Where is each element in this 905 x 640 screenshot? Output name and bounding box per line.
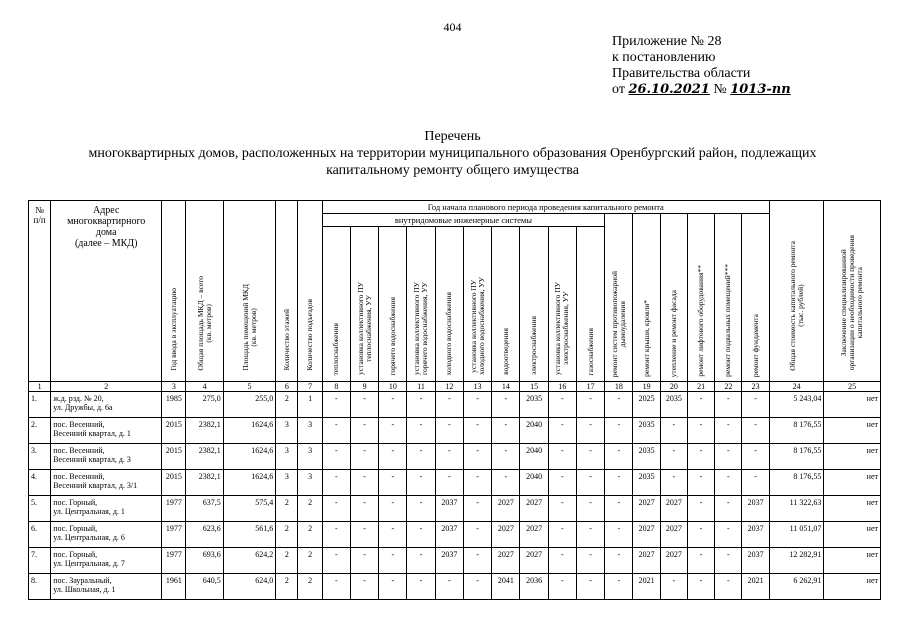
floors-cell: 3 (276, 444, 298, 470)
work-year-cell: 2027 (660, 496, 687, 522)
work-year-cell: - (463, 522, 491, 548)
col-num: 9 (350, 382, 378, 392)
work-year-cell: - (605, 418, 633, 444)
entrances-cell: 2 (298, 496, 322, 522)
table-row (29, 418, 881, 444)
header-cost: Общая стоимость капитального ремонта (тыс. рублей) (769, 201, 824, 382)
work-year-cell: - (687, 522, 714, 548)
work-year-cell: - (322, 470, 350, 496)
col-num: 16 (548, 382, 576, 392)
cost-cell: 8 176,55 (769, 470, 824, 496)
total-area-cell: 637,5 (186, 496, 223, 522)
header-facade: утепление и ремонт фасада (660, 214, 687, 382)
appendix-line-4 (612, 82, 791, 98)
col-num: 24 (769, 382, 824, 392)
appendix-block (612, 34, 791, 98)
header-fire-systems: ремонт систем противопожарной дымоудаления (605, 214, 633, 382)
work-year-cell: - (605, 470, 633, 496)
work-year-cell: - (715, 574, 742, 600)
work-year-cell: - (687, 392, 714, 418)
work-year-cell: - (322, 574, 350, 600)
conclusion-cell: нет (824, 496, 881, 522)
work-year-cell: - (660, 418, 687, 444)
resolution-date: 26.10.2021 (628, 82, 710, 97)
col-num: 7 (298, 382, 322, 392)
work-year-cell: - (350, 392, 378, 418)
appendix-prefix: от (612, 82, 625, 97)
work-year-cell: - (350, 496, 378, 522)
work-year-cell: - (492, 418, 520, 444)
work-year-cell: - (463, 574, 491, 600)
col-num: 23 (742, 382, 769, 392)
table-row (29, 444, 881, 470)
work-year-cell: - (463, 444, 491, 470)
work-year-cell: - (350, 548, 378, 574)
work-year-cell: - (350, 418, 378, 444)
work-year-cell: - (576, 522, 604, 548)
col-num: 2 (51, 382, 162, 392)
col-num: 1 (29, 382, 51, 392)
work-year-cell: - (687, 548, 714, 574)
year-built-cell: 2015 (162, 418, 186, 444)
conclusion-cell: нет (824, 444, 881, 470)
total-area-cell: 640,5 (186, 574, 223, 600)
work-year-cell: - (350, 574, 378, 600)
work-year-cell: - (576, 548, 604, 574)
work-year-cell: - (463, 418, 491, 444)
work-year-cell: - (379, 418, 407, 444)
title-line-3: капитальному ремонту общего имущества (326, 163, 579, 178)
work-year-cell: 2027 (492, 522, 520, 548)
work-year-cell: 2037 (742, 522, 769, 548)
cost-cell: 11 322,63 (769, 496, 824, 522)
work-year-cell: - (605, 522, 633, 548)
work-year-cell: - (322, 496, 350, 522)
col-num: 17 (576, 382, 604, 392)
row-number-cell: 6. (29, 522, 51, 548)
work-year-cell: - (576, 470, 604, 496)
cost-cell: 8 176,55 (769, 418, 824, 444)
work-year-cell: - (492, 392, 520, 418)
work-year-cell: - (379, 574, 407, 600)
work-year-cell: 2037 (742, 496, 769, 522)
header-heating-pu: установка коллективного ПУ теплоснабжения, УУ (350, 227, 378, 382)
work-year-cell: 2021 (633, 574, 660, 600)
work-year-cell: - (715, 548, 742, 574)
work-year-cell: 2027 (520, 548, 548, 574)
col-num: 4 (186, 382, 223, 392)
work-year-cell: 2027 (633, 496, 660, 522)
year-built-cell: 1985 (162, 392, 186, 418)
year-built-cell: 2015 (162, 444, 186, 470)
conclusion-cell: нет (824, 548, 881, 574)
entrances-cell: 2 (298, 574, 322, 600)
work-year-cell: - (742, 470, 769, 496)
work-year-cell: - (548, 522, 576, 548)
header-elevator: ремонт лифтового оборудования** (687, 214, 714, 382)
work-year-cell: 2041 (492, 574, 520, 600)
work-year-cell: - (548, 418, 576, 444)
premises-area-cell: 1624,6 (223, 470, 275, 496)
col-num: 3 (162, 382, 186, 392)
col-num: 11 (407, 382, 435, 392)
work-year-cell: 2037 (435, 496, 463, 522)
work-year-cell: - (715, 392, 742, 418)
work-year-cell: - (715, 522, 742, 548)
col-num: 10 (379, 382, 407, 392)
work-year-cell: - (463, 470, 491, 496)
work-year-cell: - (350, 444, 378, 470)
work-year-cell: 2027 (660, 522, 687, 548)
col-num: 8 (322, 382, 350, 392)
col-num: 25 (824, 382, 881, 392)
cost-cell: 8 176,55 (769, 444, 824, 470)
header-year-built: Год ввода в эксплуатацию (162, 201, 186, 382)
work-year-cell: - (379, 444, 407, 470)
address-cell: пос. Весенний, Весенний квартал, д. 3/1 (51, 470, 162, 496)
work-year-cell: - (660, 444, 687, 470)
work-year-cell: 2027 (633, 522, 660, 548)
row-number-cell: 4. (29, 470, 51, 496)
col-num: 5 (223, 382, 275, 392)
floors-cell: 2 (276, 496, 298, 522)
total-area-cell: 623,6 (186, 522, 223, 548)
work-year-cell: - (576, 392, 604, 418)
work-year-cell: - (379, 548, 407, 574)
entrances-cell: 2 (298, 548, 322, 574)
col-num: 13 (463, 382, 491, 392)
work-year-cell: - (605, 496, 633, 522)
work-year-cell: - (435, 418, 463, 444)
header-cold-water-pu: установка коллективного ПУ холодного водоснабжения, УУ (463, 227, 491, 382)
total-area-cell: 275,0 (186, 392, 223, 418)
table-row (29, 392, 881, 418)
col-num: 12 (435, 382, 463, 392)
premises-area-cell: 255,0 (223, 392, 275, 418)
col-num: 14 (492, 382, 520, 392)
row-number-cell: 2. (29, 418, 51, 444)
work-year-cell: 2027 (660, 548, 687, 574)
floors-cell: 2 (276, 522, 298, 548)
header-electricity: электроснабжения (520, 227, 548, 382)
entrances-cell: 3 (298, 418, 322, 444)
col-num: 18 (605, 382, 633, 392)
table-body (29, 392, 881, 600)
work-year-cell: - (687, 470, 714, 496)
work-year-cell: - (576, 444, 604, 470)
work-year-cell: - (463, 496, 491, 522)
work-year-cell: 2021 (742, 574, 769, 600)
address-cell: пос. Зауральный, ул. Школьная, д. 1 (51, 574, 162, 600)
work-year-cell: 2037 (742, 548, 769, 574)
work-year-cell: - (463, 392, 491, 418)
work-year-cell: - (322, 444, 350, 470)
work-year-cell: - (687, 496, 714, 522)
address-cell: пос. Горный, ул. Центральная, д. 6 (51, 522, 162, 548)
row-number-cell: 3. (29, 444, 51, 470)
work-year-cell: - (576, 418, 604, 444)
work-year-cell: 2027 (520, 522, 548, 548)
work-year-cell: - (322, 548, 350, 574)
col-num: 20 (660, 382, 687, 392)
buildings-table (28, 200, 881, 600)
work-year-cell: 2027 (633, 548, 660, 574)
header-foundation: ремонт фундамента (742, 214, 769, 382)
conclusion-cell: нет (824, 470, 881, 496)
table-row (29, 522, 881, 548)
total-area-cell: 2382,1 (186, 418, 223, 444)
work-year-cell: 2035 (520, 392, 548, 418)
conclusion-cell: нет (824, 418, 881, 444)
work-year-cell: - (322, 392, 350, 418)
work-year-cell: 2035 (660, 392, 687, 418)
title-line-1: Перечень (424, 129, 481, 144)
work-year-cell: - (350, 522, 378, 548)
table-row (29, 496, 881, 522)
work-year-cell: - (407, 574, 435, 600)
table-row (29, 548, 881, 574)
header-sewerage: водоотведения (492, 227, 520, 382)
work-year-cell: - (687, 418, 714, 444)
work-year-cell: - (715, 496, 742, 522)
header-n: № п/п (29, 201, 51, 382)
work-year-cell: 2036 (520, 574, 548, 600)
work-year-cell: - (492, 444, 520, 470)
work-year-cell: - (407, 392, 435, 418)
year-built-cell: 1977 (162, 548, 186, 574)
work-year-cell: 2035 (633, 418, 660, 444)
work-year-cell: 2025 (633, 392, 660, 418)
premises-area-cell: 624,2 (223, 548, 275, 574)
header-premises-area: Площадь помещений МКД (кв. метров) (223, 201, 275, 382)
total-area-cell: 2382,1 (186, 444, 223, 470)
total-area-cell: 2382,1 (186, 470, 223, 496)
cost-cell: 6 262,91 (769, 574, 824, 600)
work-year-cell: - (687, 444, 714, 470)
entrances-cell: 3 (298, 470, 322, 496)
cost-cell: 11 051,07 (769, 522, 824, 548)
work-year-cell: - (379, 470, 407, 496)
header-conclusion: Заключение специализированной организации о необходимости проведения капитального ремонта (824, 201, 881, 382)
work-year-cell: - (548, 392, 576, 418)
work-year-cell: - (407, 522, 435, 548)
work-year-cell: - (742, 392, 769, 418)
header-total-area: Общая площадь МКД – всего (кв. метров) (186, 201, 223, 382)
floors-cell: 2 (276, 548, 298, 574)
work-year-cell: 2035 (633, 470, 660, 496)
work-year-cell: - (742, 418, 769, 444)
conclusion-cell: нет (824, 392, 881, 418)
cost-cell: 5 243,04 (769, 392, 824, 418)
work-year-cell: - (435, 574, 463, 600)
work-year-cell: - (576, 496, 604, 522)
work-year-cell: - (463, 548, 491, 574)
entrances-cell: 1 (298, 392, 322, 418)
total-area-cell: 693,6 (186, 548, 223, 574)
work-year-cell: 2037 (435, 548, 463, 574)
premises-area-cell: 1624,6 (223, 444, 275, 470)
work-year-cell: 2037 (435, 522, 463, 548)
header-gas: газоснабжения (576, 227, 604, 382)
work-year-cell: - (407, 548, 435, 574)
header-floors: Количество этажей (276, 201, 298, 382)
work-year-cell: - (605, 392, 633, 418)
year-built-cell: 1961 (162, 574, 186, 600)
work-year-cell: 2040 (520, 444, 548, 470)
work-year-cell: - (605, 444, 633, 470)
cost-cell: 12 282,91 (769, 548, 824, 574)
floors-cell: 2 (276, 392, 298, 418)
work-year-cell: - (492, 470, 520, 496)
work-year-cell: 2027 (492, 496, 520, 522)
premises-area-cell: 624,0 (223, 574, 275, 600)
work-year-cell: - (687, 574, 714, 600)
header-cold-water: холодного водоснабжения (435, 227, 463, 382)
row-number-cell: 5. (29, 496, 51, 522)
entrances-cell: 3 (298, 444, 322, 470)
entrances-cell: 2 (298, 522, 322, 548)
work-year-cell: - (715, 418, 742, 444)
header-entrances: Количество подъездов (298, 201, 322, 382)
work-year-cell: - (379, 522, 407, 548)
work-year-cell: - (350, 470, 378, 496)
table-row (29, 470, 881, 496)
work-year-cell: - (407, 418, 435, 444)
header-roof: ремонт крыши, кровли* (633, 214, 660, 382)
work-year-cell: - (407, 470, 435, 496)
premises-area-cell: 561,6 (223, 522, 275, 548)
address-cell: пос. Горный, ул. Центральная, д. 1 (51, 496, 162, 522)
work-year-cell: 2027 (492, 548, 520, 574)
appendix-line-2: к постановлению (612, 50, 716, 65)
col-num: 6 (276, 382, 298, 392)
col-num: 22 (715, 382, 742, 392)
header-electricity-pu: установка коллективного ПУ электроснабжения, УУ (548, 227, 576, 382)
col-num: 21 (687, 382, 714, 392)
year-built-cell: 2015 (162, 470, 186, 496)
work-year-cell: - (605, 574, 633, 600)
work-year-cell: - (660, 574, 687, 600)
premises-area-cell: 1624,6 (223, 418, 275, 444)
resolution-number: 1013-пп (730, 82, 791, 97)
work-year-cell: - (548, 444, 576, 470)
address-cell: ж.д. рзд. № 20, ул. Дружбы, д. 6а (51, 392, 162, 418)
work-year-cell: - (407, 444, 435, 470)
header-hot-water: горячего водоснабжения (379, 227, 407, 382)
work-year-cell: 2040 (520, 418, 548, 444)
premises-area-cell: 575,4 (223, 496, 275, 522)
work-year-cell: - (548, 496, 576, 522)
document-title (0, 128, 905, 179)
work-year-cell: - (548, 470, 576, 496)
header-heating: теплоснабжения (322, 227, 350, 382)
work-year-cell: - (322, 418, 350, 444)
row-number-cell: 1. (29, 392, 51, 418)
work-year-cell: - (605, 548, 633, 574)
work-year-cell: - (435, 470, 463, 496)
appendix-line-1: Приложение № 28 (612, 34, 722, 49)
title-line-2: многоквартирных домов, расположенных на территории муниципального образования Оренбургский район, подлежащих (88, 146, 817, 161)
work-year-cell: 2027 (520, 496, 548, 522)
number-label: № (713, 82, 727, 97)
work-year-cell: - (548, 548, 576, 574)
work-year-cell: - (379, 392, 407, 418)
floors-cell: 3 (276, 418, 298, 444)
header-hot-water-pu: установка коллективного ПУ горячего водоснабжения, УУ (407, 227, 435, 382)
row-number-cell: 8. (29, 574, 51, 600)
header-basement: ремонт подвальных помещений*** (715, 214, 742, 382)
work-year-cell: - (715, 470, 742, 496)
floors-cell: 2 (276, 574, 298, 600)
work-year-cell: - (322, 522, 350, 548)
work-year-cell: 2035 (633, 444, 660, 470)
col-num: 15 (520, 382, 548, 392)
address-cell: пос. Весенний, Весенний квартал, д. 1 (51, 418, 162, 444)
floors-cell: 3 (276, 470, 298, 496)
table-row (29, 574, 881, 600)
work-year-cell: - (435, 444, 463, 470)
year-built-cell: 1977 (162, 496, 186, 522)
work-year-cell: - (576, 574, 604, 600)
work-year-cell: 2040 (520, 470, 548, 496)
work-year-cell: - (548, 574, 576, 600)
conclusion-cell: нет (824, 574, 881, 600)
work-year-cell: - (715, 444, 742, 470)
appendix-line-3: Правительства области (612, 66, 751, 81)
row-number-cell: 7. (29, 548, 51, 574)
page-number: 404 (443, 20, 462, 34)
work-year-cell: - (742, 444, 769, 470)
address-cell: пос. Горный, ул. Центральная, д. 7 (51, 548, 162, 574)
header-period-group: Год начала планового периода проведения капитального ремонта (322, 201, 769, 214)
work-year-cell: - (435, 392, 463, 418)
address-cell: пос. Весенний, Весенний квартал, д. 3 (51, 444, 162, 470)
col-num: 19 (633, 382, 660, 392)
work-year-cell: - (660, 470, 687, 496)
year-built-cell: 1977 (162, 522, 186, 548)
conclusion-cell: нет (824, 522, 881, 548)
header-internal-group: внутридомовые инженерные системы (322, 214, 605, 227)
column-number-row (29, 382, 881, 392)
header-address: Адрес многоквартирного дома (далее – МКД) (51, 201, 162, 382)
work-year-cell: - (407, 496, 435, 522)
work-year-cell: - (379, 496, 407, 522)
